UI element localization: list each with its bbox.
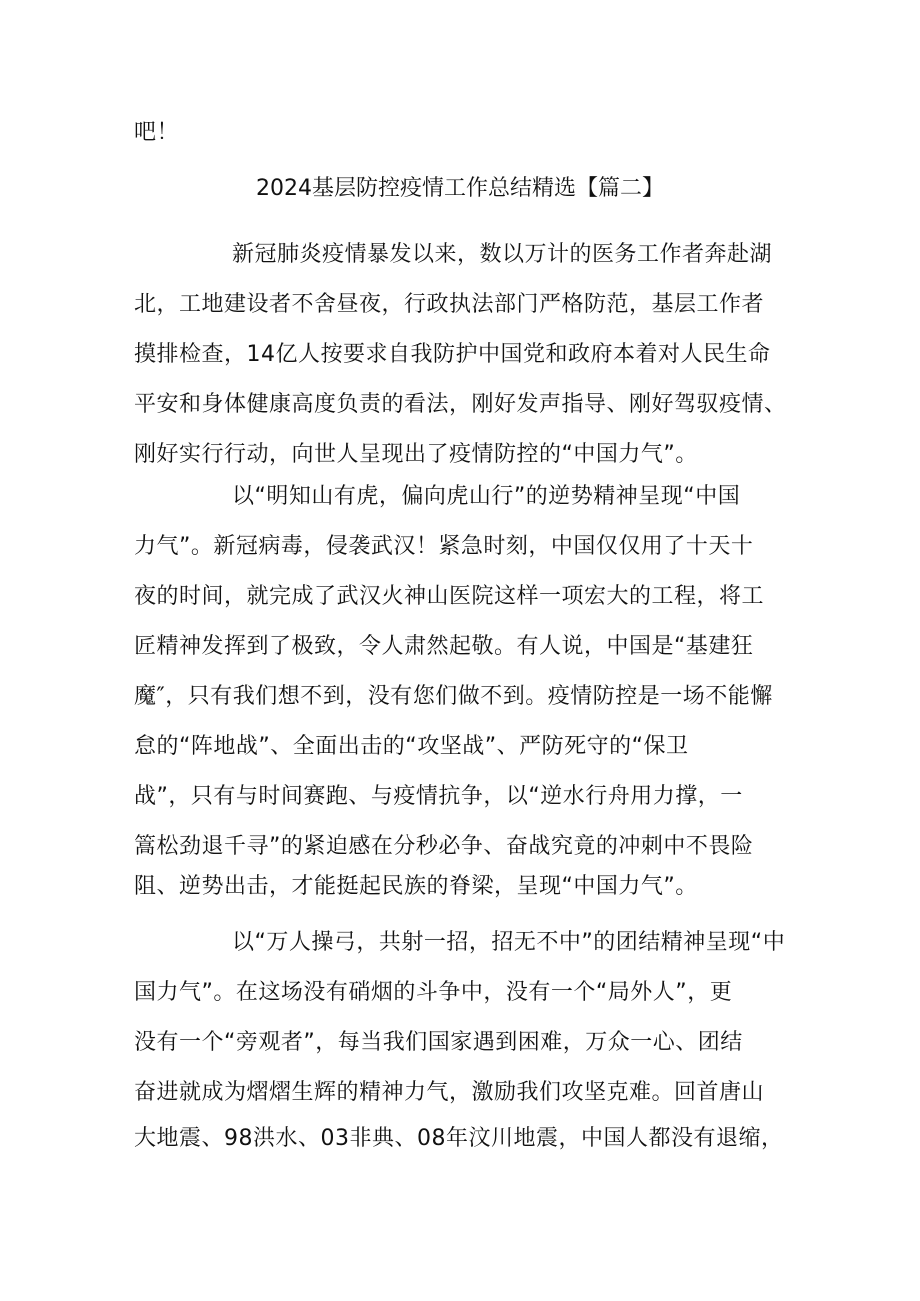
paragraph-line: 怠的“阵地战”、全面出击的“攻坚战”、严防死守的“保卫	[134, 734, 689, 759]
paragraph-line: 力气”。新冠病毒，侵袭武汉！紧急时刻，中国仅仅用了十天十	[134, 534, 754, 559]
paragraph-line: 大地震、98洪水、03非典、08年汶川地震，中国人都没有退缩，	[134, 1126, 784, 1151]
paragraph-line: 国力气”。在这场没有硝烟的斗争中，没有一个“局外人”，更	[134, 980, 733, 1005]
paragraph-line: 没有一个“旁观者”，每当我们国家遇到困难，万众一心、团结	[134, 1030, 743, 1055]
paragraph-line: 平安和身体健康高度负责的看法，刚好发声指导、刚好驾驭疫情、	[134, 392, 787, 417]
paragraph-line: 以“万人操弓，共射一招，招无不中”的团结精神呈现“中	[232, 930, 786, 955]
paragraph-line: 刚好实行行动，向世人呈现出了疫情防控的“中国力气”。	[134, 442, 698, 467]
paragraph-line: 夜的时间，就完成了武汉火神山医院这样一项宏大的工程，将工	[134, 584, 765, 609]
paragraph-line: 摸排检查，14亿人按要求自我防护中国党和政府本着对人民生命	[134, 342, 771, 367]
paragraph-line: 匠精神发挥到了极致，令人肃然起敬。有人说，中国是“基建狂	[134, 634, 754, 659]
lead-fragment: 吧！	[134, 120, 180, 145]
document-title: 2024基层防控疫情工作总结精选【篇二】	[256, 176, 664, 201]
paragraph-line: 奋进就成为熠熠生辉的精神力气，激励我们攻坚克难。回首唐山	[134, 1080, 765, 1105]
paragraph-line: 新冠肺炎疫情暴发以来，数以万计的医务工作者奔赴湖	[232, 242, 773, 267]
paragraph-line: 战”，只有与时间赛跑、与疫情抗争，以“逆水行舟用力撑，一	[134, 784, 743, 809]
paragraph-line: 北，工地建设者不舍昼夜，行政执法部门严格防范，基层工作者	[134, 292, 765, 317]
paragraph-line: 魔″，只有我们想不到，没有您们做不到。疫情防控是一场不能懈	[134, 684, 773, 709]
paragraph-line: 阻、逆势出击，才能挺起民族的脊梁，呈现“中国力气”。	[134, 874, 698, 899]
paragraph-line: 以“明知山有虎，偏向虎山行”的逆势精神呈现“中国	[232, 484, 741, 509]
paragraph-line: 篙松劲退千寻”的紧迫感在分秒必争、奋战究竟的冲刺中不畏险	[134, 834, 754, 859]
